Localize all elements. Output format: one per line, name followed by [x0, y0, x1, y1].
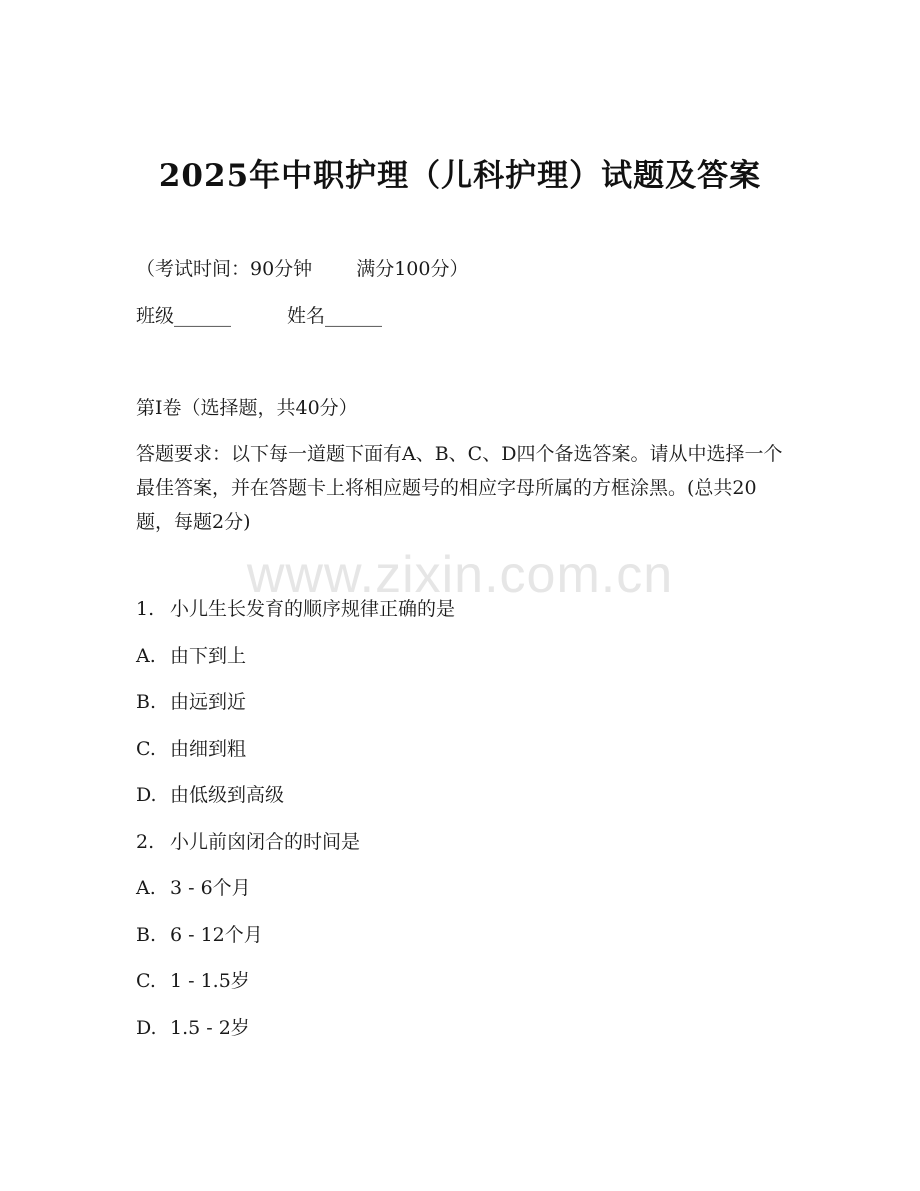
question-2 [136, 827, 360, 854]
question-2-option-c [136, 966, 250, 993]
option-text: 3 - 6个月 [170, 877, 251, 899]
full-score: 满分100分） [356, 258, 469, 280]
option-letter: C. [136, 970, 156, 992]
question-number: 1. [136, 598, 155, 620]
question-1-option-d [136, 780, 284, 807]
exam-info [136, 254, 468, 281]
exam-time: （考试时间：90分钟 [136, 258, 313, 280]
question-1 [136, 594, 455, 621]
name-label: 姓名______ [287, 305, 383, 327]
option-letter: B. [136, 691, 157, 713]
question-text: 小儿前囟闭合的时间是 [170, 831, 361, 853]
option-text: 由远到近 [170, 691, 247, 713]
option-text: 由细到粗 [170, 738, 247, 760]
option-letter: A. [136, 877, 156, 899]
watermark: www.zixin.com.cn [246, 546, 674, 604]
option-text: 6 - 12个月 [170, 924, 263, 946]
question-2-option-b [136, 920, 263, 947]
option-text: 1 - 1.5岁 [170, 970, 250, 992]
option-text: 由下到上 [170, 645, 247, 667]
section-title: 第Ⅰ卷（选择题，共40分） [136, 397, 358, 419]
option-letter: D. [136, 784, 157, 806]
question-2-option-a [136, 873, 251, 900]
question-1-option-b [136, 687, 246, 714]
option-text: 1.5 - 2岁 [170, 1017, 250, 1039]
question-text: 小儿生长发育的顺序规律正确的是 [170, 598, 456, 620]
question-number: 2. [136, 831, 155, 853]
page-title: 2025年中职护理（儿科护理）试题及答案 [158, 158, 762, 194]
instructions: 答题要求：以下每一道题下面有A、B、C、D四个备选答案。请从中选择一个最佳答案，并在答题卡上将相应题号的相应字母所属的方框涂黑。(总共20题，每题2分) [136, 443, 783, 533]
question-1-option-c [136, 734, 246, 761]
question-2-option-d [136, 1013, 250, 1040]
option-letter: D. [136, 1017, 157, 1039]
question-1-option-a [136, 641, 246, 668]
option-text: 由低级到高级 [170, 784, 285, 806]
student-info [136, 301, 382, 328]
option-letter: B. [136, 924, 157, 946]
option-letter: C. [136, 738, 156, 760]
option-letter: A. [136, 645, 156, 667]
class-label: 班级______ [136, 305, 232, 327]
